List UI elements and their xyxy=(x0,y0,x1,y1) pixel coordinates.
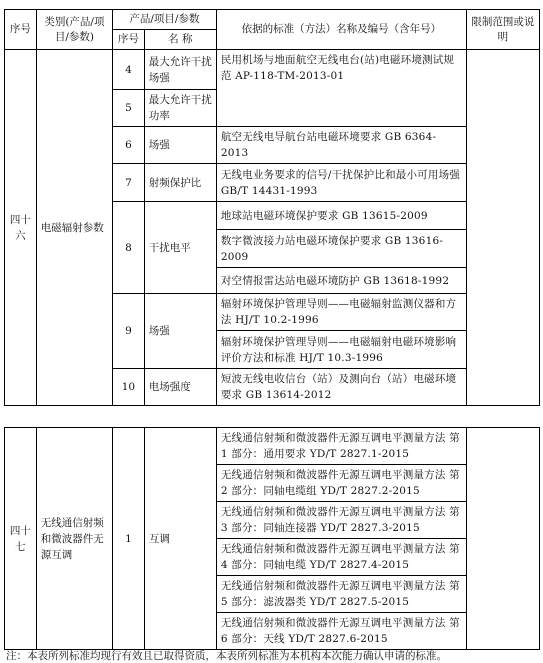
item-seq: 7 xyxy=(113,164,145,202)
item-seq: 5 xyxy=(113,90,145,127)
header-row xyxy=(5,10,540,30)
table-row xyxy=(5,428,540,465)
group-seq: 四十七 xyxy=(5,428,37,650)
standard-cell: 无线通信射频和微波器件无源互调电平测量方法 第 5 部分：滤波器类 YD/T 2827.5-2015 xyxy=(216,576,466,613)
standard-cell: 短波无线电收信台（站）及测向台（站）电磁环境要求 GB 13614-2012 xyxy=(216,369,466,406)
item-name: 场强 xyxy=(144,294,216,369)
standards-table-continued xyxy=(4,427,540,650)
header-standard: 依据的标准（方法）名称及编号（含年号） xyxy=(216,10,466,50)
header-seq: 序号 xyxy=(5,10,37,50)
group-seq: 四十六 xyxy=(5,50,37,406)
item-name: 射频保护比 xyxy=(144,164,216,202)
standard-cell: 无线通信射频和微波器件无源互调电平测量方法 第 6 部分：天线 YD/T 2827.6-2015 xyxy=(216,613,466,650)
item-seq: 10 xyxy=(113,369,145,406)
item-name: 最大允许干扰功率 xyxy=(144,90,216,127)
limit-cell xyxy=(466,428,539,650)
standard-cell: 无线通信射频和微波器件无源互调电平测量方法 第 1 部分：通用要求 YD/T 2827.1-2015 xyxy=(216,428,466,465)
limit-cell xyxy=(466,50,539,406)
standard-cell: 对空情报雷达站电磁环境防护 GB 13618-1992 xyxy=(216,268,466,294)
standard-cell: 地球站电磁环境保护要求 GB 13615-2009 xyxy=(216,202,466,230)
item-name: 互调 xyxy=(144,428,216,650)
standard-cell: 辐射环境保护管理导则——电磁辐射电磁环境影响评价方法和标准 HJ/T 10.3-1996 xyxy=(216,331,466,369)
item-name: 电场强度 xyxy=(144,369,216,406)
standard-cell: 民用机场与地面航空无线电台(站)电磁环境测试规范 AP-118-TM-2013-01 xyxy=(216,50,466,127)
standards-table xyxy=(4,9,540,406)
header-limit: 限制范围或说明 xyxy=(466,10,539,50)
standard-cell: 航空无线电导航台站电磁环境要求 GB 6364-2013 xyxy=(216,127,466,164)
standard-cell: 无线电业务要求的信号/干扰保护比和最小可用场强 GB/T 14431-1993 xyxy=(216,164,466,202)
standard-cell: 无线通信射频和微波器件无源互调电平测量方法 第 3 部分：同轴连接器 YD/T 2827.3-2015 xyxy=(216,502,466,539)
item-name: 干扰电平 xyxy=(144,202,216,294)
group-category: 无线通信射频和微波器件无源互调 xyxy=(36,428,112,650)
item-seq: 6 xyxy=(113,127,145,164)
standard-cell: 数字微波接力站电磁环境保护要求 GB 13616-2009 xyxy=(216,230,466,268)
item-seq: 4 xyxy=(113,50,145,90)
header-category: 类别(产品/项目/参数) xyxy=(36,10,112,50)
item-seq: 8 xyxy=(113,202,145,294)
standard-cell: 辐射环境保护管理导则——电磁辐射监测仪器和方法 HJ/T 10.2-1996 xyxy=(216,294,466,331)
item-seq: 9 xyxy=(113,294,145,369)
table-row xyxy=(5,50,540,90)
item-name: 场强 xyxy=(144,127,216,164)
footnote: 注：本表所列标准均现行有效且已取得资质，本表所列标准为本机构本次能力确认申请的标准。 xyxy=(6,650,447,662)
header-sub-seq: 序号 xyxy=(113,30,145,50)
standard-cell: 无线通信射频和微波器件无源互调电平测量方法 第 2 部分：同轴电缆组 YD/T 2827.2-2015 xyxy=(216,465,466,502)
item-name: 最大允许干扰场强 xyxy=(144,50,216,90)
standard-cell: 无线通信射频和微波器件无源互调电平测量方法 第 4 部分：同轴电缆 YD/T 2827.4-2015 xyxy=(216,539,466,576)
item-seq: 1 xyxy=(113,428,145,650)
header-product-group: 产品/项目/参数 xyxy=(113,10,217,30)
group-category: 电磁辐射参数 xyxy=(36,50,112,406)
header-name: 名 称 xyxy=(144,30,216,50)
